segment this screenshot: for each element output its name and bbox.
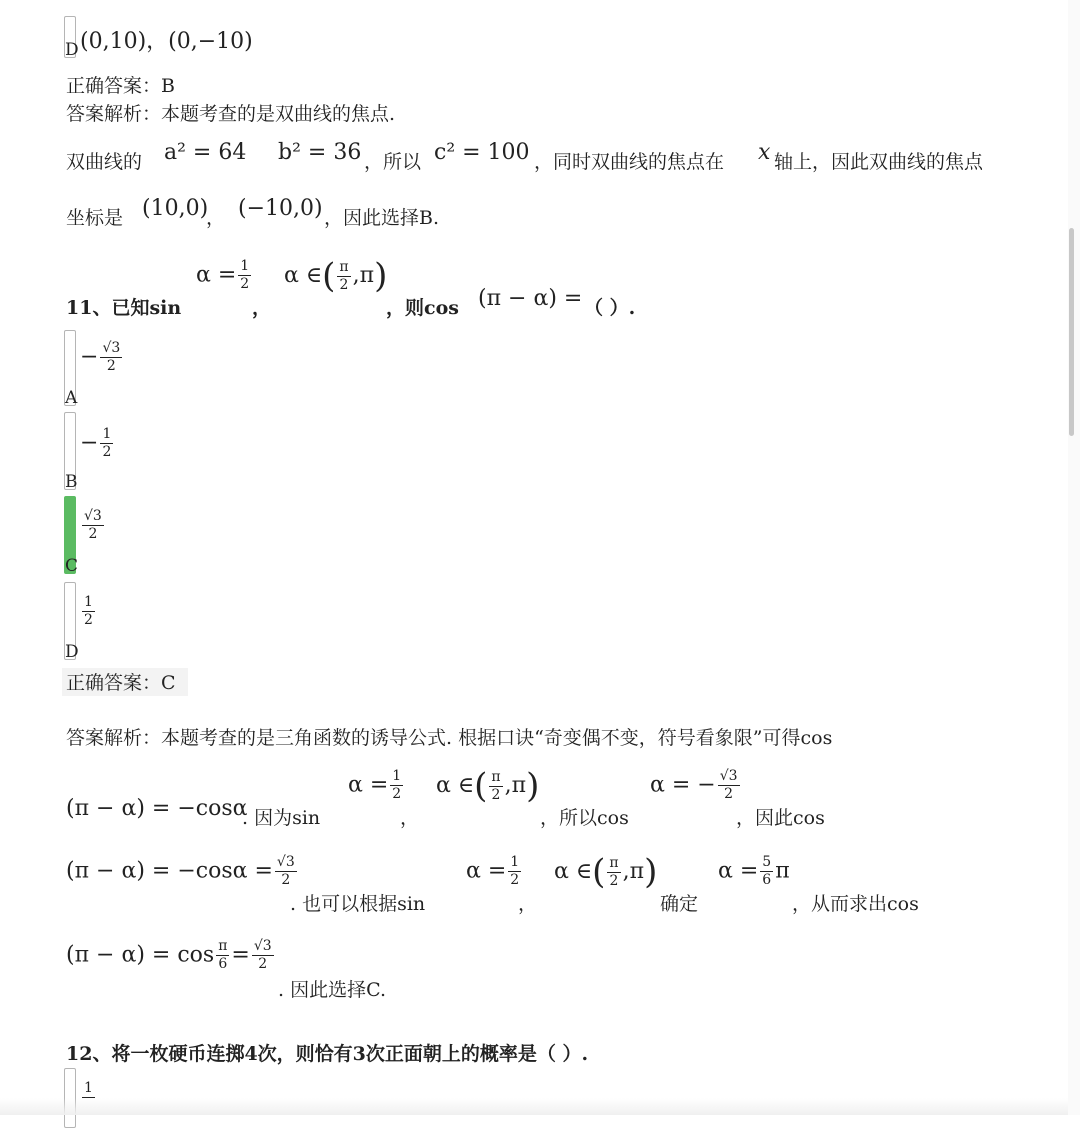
- q11-option-d-radio[interactable]: [64, 582, 79, 662]
- q11-analysis-l3-comma: ，: [518, 893, 538, 915]
- q11-analysis-l2-snum: √3: [719, 768, 738, 784]
- q11-option-b-value: [80, 426, 115, 461]
- q10-option-d-value: (0,10)，(0,−10): [80, 29, 253, 54]
- q10-focus-1: (10,0): [142, 196, 209, 221]
- q11-analysis-l2-rparen: ): [526, 766, 540, 806]
- q11-option-a-sign: −: [80, 344, 99, 370]
- q11-option-b-radio[interactable]: [64, 412, 76, 490]
- q11-analysis-l2-sqrt-fraction: [718, 768, 740, 803]
- q11-analysis-l3-fnum: 5: [762, 854, 772, 870]
- q11-option-a-radio[interactable]: [64, 330, 76, 406]
- q11-pi-fraction: [337, 259, 350, 294]
- q11-alpha-eq-text: α =: [196, 262, 237, 288]
- q11-analysis-l2-t2: ，所以cos: [540, 807, 629, 829]
- q12-option-a-value: [80, 1080, 97, 1098]
- q11-analysis-l3-expr: [66, 854, 299, 889]
- q11-analysis-l3-fraction: [508, 854, 521, 889]
- q10-comma: ，: [206, 207, 226, 229]
- q11-sep: ，: [252, 297, 272, 319]
- q11-analysis-l2-alpha-text: α =: [348, 772, 389, 798]
- q11-analysis-l3-alpha2: [718, 854, 790, 889]
- q11-option-d-num: 1: [84, 594, 93, 610]
- scrollbar-track[interactable]: [1068, 0, 1080, 1115]
- q11-analysis-l2-t1: . 因为sin: [242, 807, 321, 829]
- q11-correct-answer: 正确答案：C: [66, 672, 176, 694]
- q11-expr: (π − α) =: [478, 286, 583, 311]
- q11-analysis-l3-sqrt-fraction: [275, 854, 297, 889]
- q11-option-a-den: 2: [106, 358, 116, 374]
- q11-analysis-l3-pinum: π: [609, 854, 619, 871]
- q11-analysis-l2-alpha: [348, 768, 405, 803]
- q11-analysis-l2-piden: 2: [491, 786, 501, 803]
- q11-blank: （ ）.: [584, 297, 636, 319]
- q11-analysis-l3-fden: 6: [762, 872, 772, 888]
- q11-option-a-fraction: [100, 340, 122, 375]
- q11-option-d-value: [80, 594, 97, 629]
- q11-analysis-l2-in: [436, 766, 539, 806]
- q11-analysis-l2-alpha2-text: α = −: [650, 772, 716, 798]
- q10-line2-mid: ，同时双曲线的焦点在: [534, 151, 725, 173]
- q11-analysis-l3-pi: ,π: [622, 859, 645, 884]
- q11-pi: ,π: [352, 263, 375, 288]
- q11-prefix: 11、已知sin: [66, 297, 182, 319]
- q11-analysis-l3-five-sixths: [760, 854, 773, 889]
- q11-analysis-l2-den: 2: [392, 786, 402, 802]
- q11-analysis-l4-sqrt-fraction: [252, 938, 274, 973]
- q11-analysis-line1: 答案解析：本题考查的是三角函数的诱导公式. 根据口诀“奇变偶不变，符号看象限”可得cos: [66, 727, 833, 749]
- q11-analysis-l4-pnum: π: [218, 938, 228, 954]
- q11-option-d-label: D: [65, 642, 79, 662]
- q11-analysis-l2-num: 1: [392, 768, 402, 784]
- q11-option-c-num: √3: [84, 508, 102, 524]
- q11-analysis-l2-sden: 2: [724, 786, 734, 802]
- q11-option-c-label: C: [65, 556, 79, 576]
- q11-analysis-l3-alpha2-text: α =: [718, 858, 759, 884]
- q11-alpha-in: [284, 256, 387, 296]
- q11-half-num: 1: [240, 258, 250, 274]
- q11-analysis-l3-t1: . 也可以根据sin: [290, 893, 426, 915]
- q11-half-den: 2: [240, 276, 250, 292]
- q11-analysis-l4-t1: . 因此选择C.: [278, 979, 386, 1001]
- q10-x-variable: x: [758, 140, 771, 165]
- q11-analysis-l2-pi-fraction: [489, 769, 502, 804]
- q11-pi-num: π: [339, 258, 349, 275]
- q11-analysis-l2-lparen: (: [474, 766, 488, 806]
- q11-analysis-l4-pi-sixth: [216, 938, 229, 973]
- q11-option-c-value: [80, 508, 106, 543]
- q11-option-d-fraction: [82, 594, 95, 629]
- q11-analysis-l3-t3: ，从而求出cos: [792, 893, 919, 915]
- q11-analysis-l3-alpha-text: α =: [466, 858, 507, 884]
- q11-option-a-value: [80, 340, 124, 375]
- q10-line3-prefix: 坐标是: [66, 207, 124, 229]
- q10-option-d-label: D: [65, 40, 79, 60]
- q10-analysis-line1: 答案解析：本题考查的是双曲线的焦点.: [66, 103, 396, 125]
- q10-line2-end: 轴上，因此双曲线的焦点: [774, 151, 984, 173]
- q11-option-c-radio[interactable]: [64, 496, 79, 576]
- q11-option-b-num: 1: [102, 426, 112, 442]
- q10-line3-end: ，因此选择B.: [324, 207, 440, 229]
- q12-option-a-fraction: [82, 1080, 95, 1098]
- q11-analysis-l4-snum: √3: [253, 938, 272, 954]
- scrollbar-thumb[interactable]: [1069, 228, 1074, 436]
- q11-analysis-l4-eq: =: [231, 942, 250, 968]
- q11-analysis-l2-in-text: α ∈: [436, 773, 475, 798]
- q11-option-c-den: 2: [88, 526, 98, 542]
- q10-b-squared: b² = 36: [278, 140, 362, 165]
- q11-analysis-l3-expr-text: (π − α) = −cosα =: [66, 858, 273, 884]
- q11-option-b-fraction: [100, 426, 113, 461]
- q11-analysis-l2-pi: ,π: [504, 773, 527, 798]
- q11-option-a-label: A: [65, 388, 78, 408]
- q11-lparen: (: [322, 256, 336, 296]
- q11-analysis-l3-num: 1: [510, 854, 520, 870]
- q11-analysis-l2-alpha2: [650, 768, 742, 803]
- q11-analysis-l3-alpha: [466, 854, 523, 889]
- bottom-fade: [0, 1098, 1080, 1115]
- q11-analysis-l4-pden: 6: [218, 956, 228, 972]
- q11-analysis-l2-expr: (π − α) = −cosα: [66, 796, 248, 821]
- q11-analysis-l3-snum: √3: [276, 854, 295, 870]
- q11-analysis-l3-in-text: α ∈: [554, 859, 593, 884]
- q12-question: 12、将一枚硬币连掷4次，则恰有3次正面朝上的概率是（ ）.: [66, 1043, 589, 1065]
- q11-analysis-l3-rparen: ): [644, 852, 658, 892]
- q10-c-squared: c² = 100: [434, 140, 530, 165]
- q11-alpha-eq: [196, 258, 253, 293]
- q11-analysis-l3-sden: 2: [281, 872, 291, 888]
- q11-option-a-num: √3: [102, 340, 121, 356]
- q11-option-c-fraction: [82, 508, 104, 543]
- q12-option-a-num: 1: [84, 1080, 93, 1096]
- q11-option-d-den: 2: [84, 612, 93, 628]
- q11-half-fraction: [238, 258, 251, 293]
- q10-focus-2: (−10,0): [238, 196, 323, 221]
- q11-analysis-l3-pi-fraction: [607, 855, 620, 890]
- q11-analysis-l3-lparen: (: [592, 852, 606, 892]
- q11-analysis-l3-pi2: π: [775, 858, 790, 884]
- q11-analysis-l4-sden: 2: [258, 956, 268, 972]
- q11-analysis-l4-expr: [66, 938, 276, 973]
- q11-option-b-den: 2: [102, 444, 112, 460]
- q10-option-d-radio[interactable]: [64, 16, 79, 60]
- q11-analysis-l3-t2: 确定: [660, 893, 699, 915]
- q11-option-b-sign: −: [80, 430, 99, 456]
- q11-rparen: ): [374, 256, 388, 296]
- q11-pi-den: 2: [339, 276, 349, 293]
- q10-analysis-prefix: 双曲线的: [66, 151, 143, 173]
- q11-analysis-l2-comma: ，: [400, 807, 420, 829]
- q11-analysis-l4-expr-text: (π − α) = cos: [66, 942, 215, 968]
- q11-analysis-l2-fraction: [390, 768, 403, 803]
- q11-alpha-in-text: α ∈: [284, 263, 323, 288]
- q10-correct-answer: 正确答案：B: [66, 75, 175, 97]
- q11-analysis-l3-den: 2: [510, 872, 520, 888]
- q11-analysis-l2-pinum: π: [491, 768, 501, 785]
- q11-then-cos: ，则cos: [386, 297, 459, 319]
- q11-analysis-l3-in: [554, 852, 657, 892]
- q10-a-squared: a² = 64: [164, 140, 247, 165]
- q11-analysis-l2-t3: ，因此cos: [736, 807, 825, 829]
- q11-option-b-label: B: [65, 472, 78, 492]
- q10-suoyi: ，所以: [364, 151, 422, 173]
- q11-analysis-l3-piden: 2: [609, 872, 619, 889]
